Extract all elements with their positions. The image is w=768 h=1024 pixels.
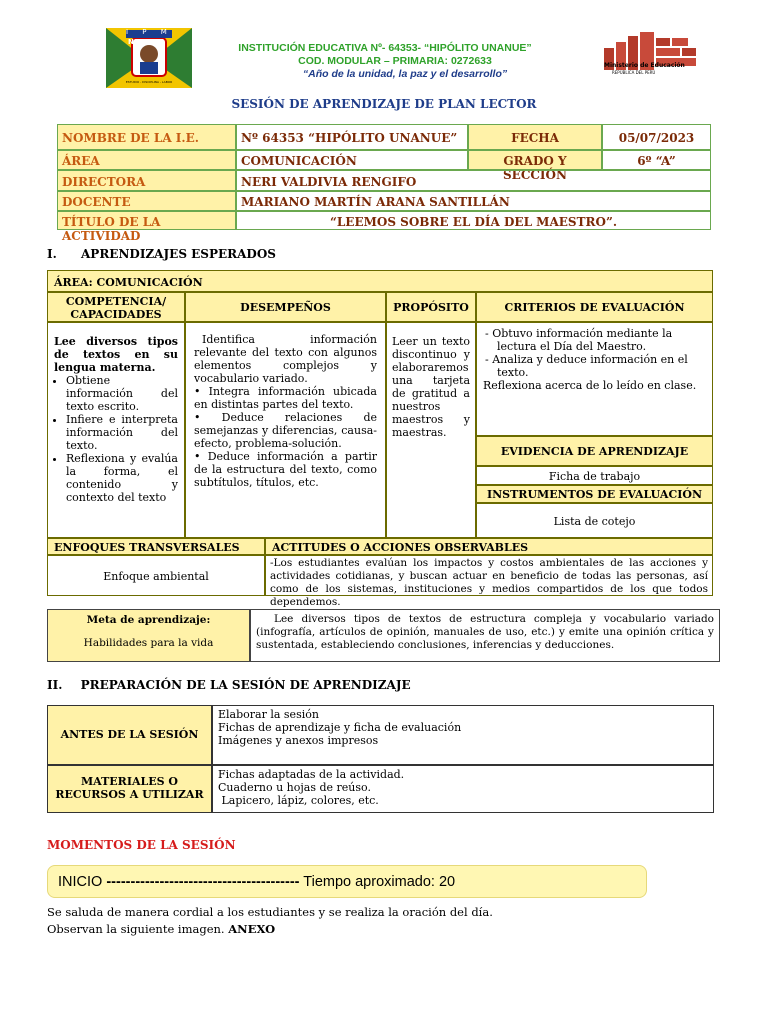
proposito-text: Leer un texto discontinuo y elaboraremos una tarjeta de gratitud a nuestros maestros y maestras. [392, 335, 470, 439]
criterios-cell [476, 322, 713, 436]
page-title: SESIÓN DE APRENDIZAJE DE PLAN LECTOR [231, 97, 537, 111]
evidencia-label: EVIDENCIA DE APRENDIZAJE [476, 436, 713, 466]
desempeno-item: • Deduce información a partir de la estructura del texto, como subtítulos, títulos, etc. [194, 450, 377, 489]
desempenos-header: DESEMPEÑOS [185, 292, 386, 322]
antes-list [212, 705, 714, 765]
ministry-name: Ministerio de Educación [604, 62, 685, 69]
year-motto: “Año de la unidad, la paz y el desarrollo” [302, 68, 508, 80]
enfoques-label: ENFOQUES TRANSVERSALES [47, 538, 265, 555]
section-1-heading [47, 247, 276, 261]
area-label: ÁREA [57, 150, 236, 170]
proposito-header: PROPÓSITO [386, 292, 476, 322]
desempeno-item: • Deduce relaciones de semejanzas y diferencias, causa-efecto, problema-solución. [194, 411, 377, 450]
section-2-number: II. [47, 678, 63, 692]
desempeno-item: Identifica información relevante del texto con algunos elementos complejos y vocabulario variado. [194, 333, 377, 385]
docente-value: MARIANO MARTÍN ARANA SANTILLÁN [236, 191, 711, 211]
capacidades-list [54, 374, 178, 504]
capacidad-item: • Infiere e interpreta información del texto. [66, 413, 178, 452]
meta-text: Lee diversos tipos de textos de estructura compleja y vocabulario variado (infografía, artículos de opinión, manuales de uso, etc.) y emite una opinión crítica y sustentada, estableciendo conclusiones, inferencias y deducciones. [250, 609, 720, 662]
inicio-tiempo: Tiempo aproximado: 20 [303, 874, 456, 890]
antes-item: Imágenes y anexos impresos [218, 734, 379, 747]
anexo-label: ANEXO [228, 922, 276, 936]
meta-label: Meta de aprendizaje: [86, 614, 211, 626]
inicio-label: INICIO [58, 874, 103, 890]
section-2-heading [47, 678, 411, 692]
momentos-heading: MOMENTOS DE LA SESIÓN [47, 838, 236, 852]
materiales-item: Lapicero, lápiz, colores, etc. [218, 794, 379, 807]
criterios-header: CRITERIOS DE EVALUACIÓN [476, 292, 713, 322]
materiales-list [212, 765, 714, 813]
competencia-cell [47, 322, 185, 538]
inicio-dashes: ---------------------------------------- [106, 874, 300, 890]
titulo-label: TÍTULO DE LA ACTIVIDAD [57, 211, 236, 230]
evidencia-value: Ficha de trabajo [476, 466, 713, 485]
antes-label: ANTES DE LA SESIÓN [47, 705, 212, 765]
materiales-item: Cuaderno u hojas de reúso. [218, 781, 371, 794]
nombre-value: Nº 64353 “HIPÓLITO UNANUE” [236, 124, 468, 150]
capacidad-item: • Obtiene información del texto escrito. [66, 374, 178, 413]
meta-sub: Habilidades para la vida [83, 637, 214, 649]
school-name: INSTITUCIÓN EDUCATIVA Nº- 64353- “HIPÓLITO UNANUE” [238, 42, 532, 54]
fecha-label: FECHA [468, 124, 602, 150]
school-logo [106, 28, 192, 88]
criterio-item: - Obtuvo información mediante la lectura el Día del Maestro. [485, 327, 673, 353]
antes-item: Elaborar la sesión [218, 708, 319, 721]
antes-item: Fichas de aprendizaje y ficha de evaluación [218, 721, 462, 734]
section-1-number: I. [47, 247, 57, 261]
inicio-bar [47, 865, 647, 898]
header-text [200, 42, 570, 81]
enfoque-value: Enfoque ambiental [47, 555, 265, 596]
desempeno-item: • Integra información ubicada en distintas partes del texto. [194, 385, 377, 411]
fecha-value: 05/07/2023 [602, 124, 711, 150]
desempenos-cell [185, 322, 386, 538]
docente-label: DOCENTE [57, 191, 236, 211]
instrumentos-value: Lista de cotejo [476, 503, 713, 538]
logo-motto: ESTUDIO - DISCIPLINA - LABOR [125, 80, 173, 84]
ministry-country: REPÚBLICA DEL PERÚ [612, 70, 656, 75]
area-heading: ÁREA: COMUNICACIÓN [47, 270, 713, 292]
proposito-cell [386, 322, 476, 538]
actitudes-value: -Los estudiantes evalúan los impactos y costos ambientales de las acciones y actividades cotidianas, y buscan actuar en beneficio de todas las personas, así como de los sistemas, instituciones y medios compartidos de los que todos dependemos. [265, 555, 713, 596]
materiales-item: Fichas adaptadas de la actividad. [218, 768, 405, 781]
actitudes-label: ACTITUDES O ACCIONES OBSERVABLES [265, 538, 713, 555]
instrumentos-label: INSTRUMENTOS DE EVALUACIÓN [476, 485, 713, 503]
criterio-item: Reflexiona acerca de lo leído en clase. [483, 379, 697, 392]
body-line-2-text: Observan la siguiente imagen. [47, 922, 229, 936]
section-2-title: PREPARACIÓN DE LA SESIÓN DE APRENDIZAJE [80, 678, 411, 692]
criterio-item: - Analiza y deduce información en el texto. [485, 353, 688, 379]
directora-label: DIRECTORA [57, 170, 236, 191]
meta-label-cell [47, 609, 250, 662]
logo-number: Nº 64353 [128, 38, 165, 46]
materiales-label: MATERIALES O RECURSOS A UTILIZAR [47, 765, 212, 813]
capacidad-item: • Reflexiona y evalúa la forma, el contenido y contexto del texto [66, 452, 178, 504]
section-1-title: APRENDIZAJES ESPERADOS [80, 247, 276, 261]
grado-value: 6º “A” [602, 150, 711, 170]
school-code: COD. MODULAR – PRIMARIA: 0272633 [298, 55, 492, 67]
titulo-value: “LEEMOS SOBRE EL DÍA DEL MAESTRO”. [236, 211, 711, 230]
grado-label: GRADO Y SECCIÓN [468, 150, 602, 170]
body-line-2 [47, 923, 275, 936]
logo-letters: I P M [126, 28, 173, 36]
area-value: COMUNICACIÓN [236, 150, 468, 170]
directora-value: NERI VALDIVIA RENGIFO [236, 170, 711, 191]
competencia-title: Lee diversos tipos de textos en su lengua materna. [54, 335, 178, 374]
body-line-1: Se saluda de manera cordial a los estudiantes y se realiza la oración del día. [47, 905, 493, 919]
competencia-header: COMPETENCIA/ CAPACIDADES [47, 292, 185, 322]
nombre-label: NOMBRE DE LA I.E. [57, 124, 236, 150]
